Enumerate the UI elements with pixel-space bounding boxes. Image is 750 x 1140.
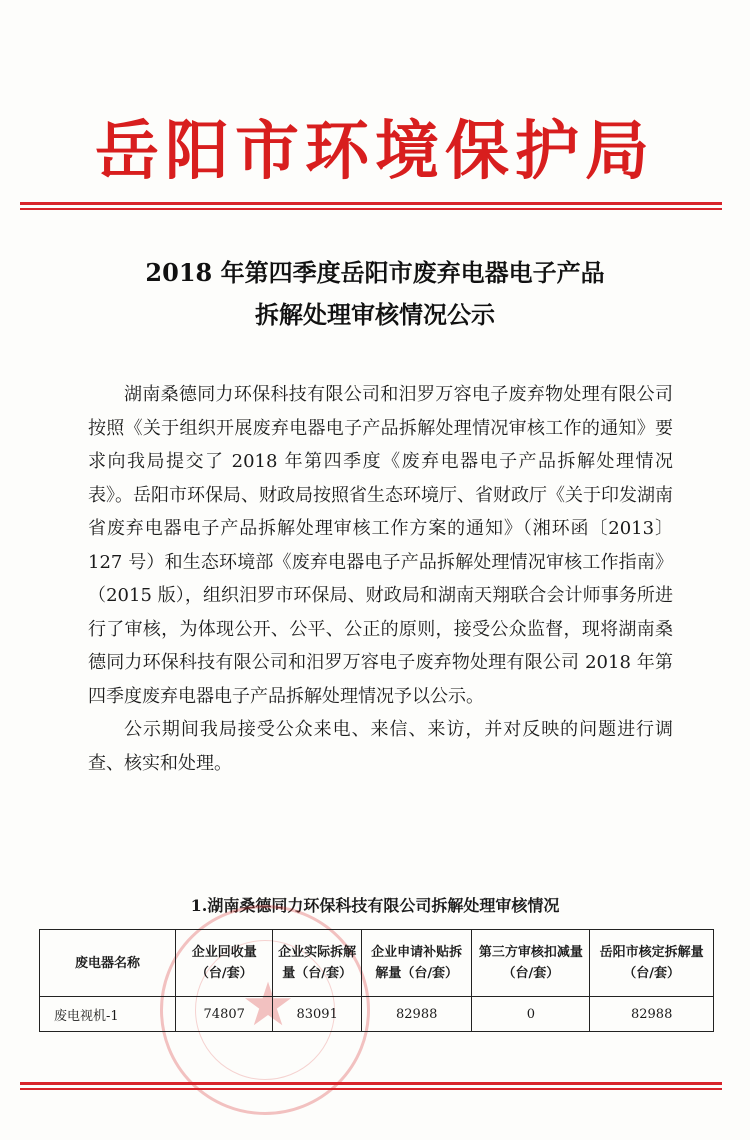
letterhead-rule-thick [20, 202, 722, 205]
column-header: 企业实际拆解量（台/套） [273, 930, 362, 997]
column-header: 岳阳市核定拆解量（台/套） [590, 930, 714, 997]
table-cell: 83091 [273, 997, 362, 1032]
footer-rule-thin [20, 1088, 722, 1090]
letterhead-rule-thin [20, 208, 722, 210]
document-title [60, 252, 690, 336]
column-header: 企业申请补贴拆解量（台/套） [361, 930, 471, 997]
table-cell: 0 [472, 997, 590, 1032]
table-header-row [40, 930, 714, 997]
column-header: 企业回收量（台/套） [176, 930, 273, 997]
table-cell: 82988 [590, 997, 714, 1032]
body-paragraph-2: 公示期间我局接受公众来电、来信、来访，并对反映的问题进行调查、核实和处理。 [88, 719, 673, 774]
table-row [40, 997, 714, 1032]
column-header: 第三方审核扣减量（台/套） [472, 930, 590, 997]
footer-rule-thick [20, 1082, 722, 1085]
body-paragraph-1: 湖南桑德同力环保科技有限公司和汨罗万容电子废弃物处理有限公司按照《关于组织开展废弃电器电子产品拆解处理情况审核工作的通知》要求向我局提交了 2018 年第四季度《废弃电器电子产品拆解处理情况表》。岳阳市环保局、财政局按照省生态环境厅、省财政厅《关于印发湖南省废弃电器电子产品拆解处理审核工作方案的通知》（湘环函〔2013〕127 号）和生态环境部《废弃电器电子产品拆解处理情况审核工作指南》（2015 版），组织汨罗市环保局、财政局和湖南天翔联合会计师事务所进行了审核，为体现公开、公平、公正的原则，接受公众监督，现将湖南桑德同力环保科技有限公司和汨罗万容电子废弃物处理有限公司 2018 年第四季度废弃电器电子产品拆解处理情况予以公示。 [88, 384, 673, 707]
table-cell: 74807 [176, 997, 273, 1032]
table-caption: 1.湖南桑德同力环保科技有限公司拆解处理审核情况 [190, 896, 560, 915]
document-title-line2: 拆解处理审核情况公示 [255, 300, 495, 329]
letterhead-title: 岳阳市环境保护局 [95, 114, 655, 189]
audit-table [39, 929, 714, 1032]
column-header: 废电器名称 [40, 930, 176, 997]
table-cell: 82988 [361, 997, 471, 1032]
seal-star-icon: ★ [241, 970, 295, 1040]
table-cell: 废电视机-1 [40, 997, 176, 1032]
document-body [88, 378, 673, 780]
document-title-line1: 2018 年第四季度岳阳市废弃电器电子产品 [145, 258, 605, 287]
